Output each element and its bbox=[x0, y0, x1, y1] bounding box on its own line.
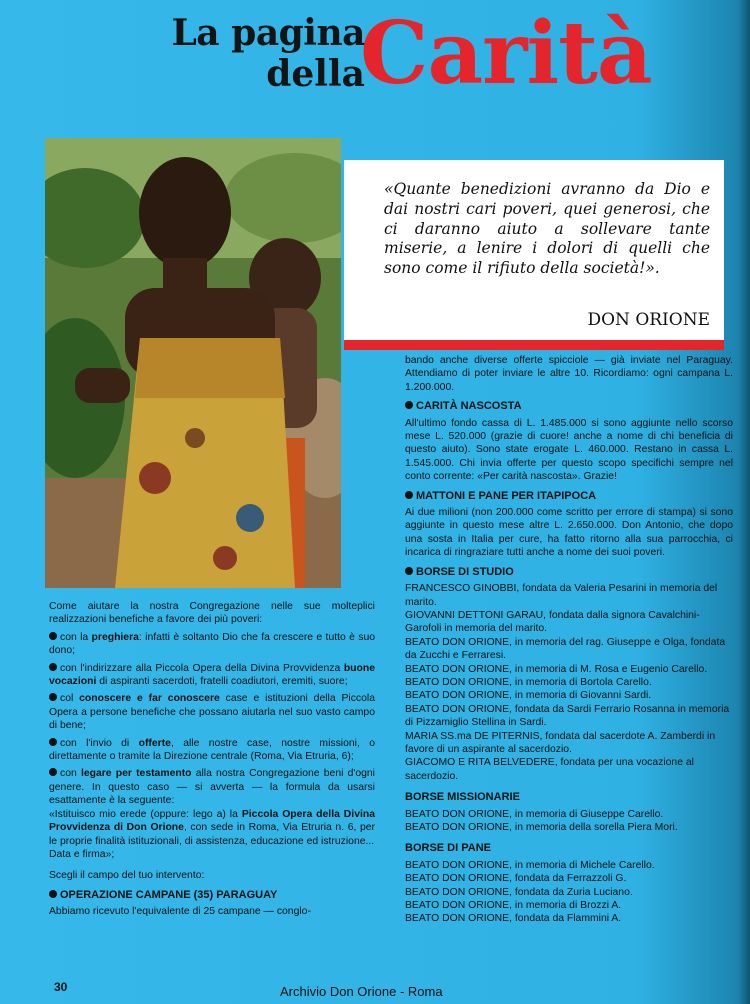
list-item: BEATO DON ORIONE, in memoria di Bortola Carello. bbox=[405, 676, 652, 688]
bullet-icon bbox=[405, 401, 413, 409]
pane-heading: BORSE DI PANE bbox=[405, 842, 491, 855]
campane-continued: bando anche diverse offerte spicciole — già inviate nel Paraguay. Attendiamo di poter inviare le altre 10. Ricordiamo: ogni campana L. 1.200.000. bbox=[405, 355, 733, 393]
formula-pre: «Istituisco mio erede (oppure: lego a) la bbox=[49, 808, 242, 820]
bullet-icon bbox=[49, 663, 57, 671]
borse-heading bbox=[405, 566, 733, 579]
list-item bbox=[49, 767, 375, 807]
b5-pre: con bbox=[60, 768, 81, 780]
b2-strong: buone vocazioni bbox=[49, 662, 375, 688]
right-column bbox=[405, 354, 733, 926]
list-item: BEATO DON ORIONE, fondata da Sardi Ferrario Rosanna in memoria di Pizzamiglio Stellina in Sardi. bbox=[405, 703, 730, 729]
carita-text: All'ultimo fondo cassa di L. 1.485.000 si sono aggiunte nello scorso mese L. 520.000 (grazie di cuore! anche a nome di chi beneficia di questo aiuto). Sono state erogate L. 460.000. Restano in cassa L. 1.545.000. Chi invia offerte per questo scopo specifichi sempre nel conto corrente: «Per carità nascosta». Grazie! bbox=[405, 417, 733, 483]
bullet-icon bbox=[49, 632, 57, 640]
quote-author: DON ORIONE bbox=[587, 310, 710, 330]
b3-pre: col bbox=[60, 693, 80, 705]
list-item: BEATO DON ORIONE, in memoria di M. Rosa e Eugenio Carello. bbox=[405, 663, 708, 675]
title-big: Carità bbox=[360, 3, 652, 104]
b2-pre: con l'indirizzare alla Piccola Opera della Divina Provvidenza bbox=[60, 662, 344, 674]
red-divider bbox=[344, 340, 724, 350]
testament-formula bbox=[49, 808, 375, 848]
list-item: BEATO DON ORIONE, in memoria di Michele Carello. bbox=[405, 859, 655, 871]
title-line-1: La pagina bbox=[171, 12, 365, 54]
campane-heading-text: OPERAZIONE CAMPANE (35) PARAGUAY bbox=[60, 888, 278, 901]
left-column bbox=[49, 600, 375, 923]
b1-pre: con la bbox=[60, 631, 92, 643]
page-number: 30 bbox=[54, 980, 68, 994]
missionarie-heading: BORSE MISSIONARIE bbox=[405, 791, 520, 804]
mattoni-heading-text: MATTONI E PANE PER ITAPIPOCA bbox=[416, 489, 597, 502]
list-item: BEATO DON ORIONE, fondata da Zuria Luciano. bbox=[405, 886, 633, 898]
carita-heading-text: CARITÀ NASCOSTA bbox=[416, 400, 522, 413]
choose-text: Scegli il campo del tuo intervento: bbox=[49, 870, 205, 882]
formula-strong: Piccola Opera della Divina Provvidenza di Don Orione bbox=[49, 808, 375, 834]
b5-post: alla nostra Congregazione beni d'ogni genere. In questo caso — si avverta — la formula da usarsi esattamente è la seguente: bbox=[49, 768, 375, 807]
list-item: BEATO DON ORIONE, fondata da Ferrazzoli G. bbox=[405, 873, 627, 885]
quote-text: «Quante benedizioni avranno da Dio e dai nostri cari poveri, quei generosi, che ci daranno aiuto a sollevare tante miserie, a lenire i dolori di quelli che sono come il rifiuto della società!». bbox=[384, 180, 710, 278]
intro-text: Come aiutare la nostra Congregazione nelle sue molteplici realizzazioni benefiche a favore dei più poveri: bbox=[49, 601, 375, 626]
b3-post: case e istituzioni della Piccola Opera a persone benefiche che possano aiutarla nel suo vasto campo di bene; bbox=[49, 693, 375, 732]
formula-post: , con sede in Roma, Via Etruria n. 6, per le proprie finalità istituzionali, di assistenza, educazione ed istruzione... bbox=[49, 822, 375, 847]
b4-post: , alle nostre case, nostre missioni, o direttamente o tramite la Direzione centrale (Roma, Via Etruria, 6); bbox=[49, 737, 375, 763]
borse-heading-text: BORSE DI STUDIO bbox=[416, 565, 514, 578]
campane-heading bbox=[49, 889, 375, 902]
b4-strong: offerte bbox=[138, 737, 171, 749]
b2-post: di aspiranti sacerdoti, fratelli coadiutori, eremiti, suore; bbox=[96, 676, 348, 688]
children-photo-illustration bbox=[45, 138, 341, 588]
b4-pre: con l'invio di bbox=[60, 737, 139, 749]
mattoni-text: Ai due milioni (non 200.000 come scritto per errore di stampa) si sono aggiunte in questo mese altre L. 2.650.000. Don Antonio, che dopo una sosta in Italia per cure, ha fatto ritorno alla sua parrocchia, ci incarica di ringraziare tutti anche a nome dei suoi poveri. bbox=[405, 507, 733, 559]
bullet-icon bbox=[49, 693, 57, 701]
pane-list bbox=[405, 859, 733, 926]
bullet-icon bbox=[49, 768, 57, 776]
list-item: BEATO DON ORIONE, in memoria della sorella Piera Mori. bbox=[405, 822, 678, 833]
list-item: GIOVANNI DETTONI GARAU, fondata dalla signora Cavalchini-Garofoli in memoria del marito. bbox=[405, 609, 700, 635]
list-item: BEATO DON ORIONE, in memoria di Giovanni Sardi. bbox=[405, 690, 652, 702]
list-item bbox=[49, 631, 375, 658]
bullet-icon bbox=[49, 738, 57, 746]
list-item bbox=[49, 692, 375, 732]
archive-caption: Archivio Don Orione - Roma bbox=[280, 984, 443, 999]
list-item bbox=[49, 737, 375, 764]
list-item: BEATO DON ORIONE, in memoria del rag. Giuseppe e Olga, fondata da Zucchi e Ferraresi. bbox=[405, 636, 726, 662]
mattoni-heading bbox=[405, 490, 733, 503]
title-line-2: della bbox=[266, 53, 365, 95]
page-edge-shadow bbox=[738, 0, 750, 1004]
list-item: BEATO DON ORIONE, in memoria di Giuseppe Carello. bbox=[405, 808, 664, 820]
bullet-icon bbox=[405, 567, 413, 575]
carita-heading bbox=[405, 400, 733, 413]
list-item: BEATO DON ORIONE, fondata da Flammini A. bbox=[405, 913, 622, 925]
list-item: GIACOMO E RITA BELVEDERE, fondata per una vocazione al sacerdozio. bbox=[405, 757, 694, 782]
list-item: MARIA SS.ma DE PITERNIS, fondata dal sacerdote A. Zamberdi in favore di un aspirante al sacerdozio. bbox=[405, 730, 716, 755]
b3-strong: conoscere e far conoscere bbox=[79, 693, 220, 705]
campane-text: Abbiamo ricevuto l'equivalente di 25 campane — conglo- bbox=[49, 906, 311, 918]
children-photo bbox=[45, 138, 341, 588]
list-item: BEATO DON ORIONE, in memoria di Brozzi A. bbox=[405, 900, 622, 912]
list-item bbox=[49, 662, 375, 689]
missionarie-list bbox=[405, 808, 733, 835]
b1-strong: preghiera bbox=[91, 631, 139, 643]
b5-strong: legare per testamento bbox=[80, 768, 192, 780]
formula-sign: Data e firma»; bbox=[49, 848, 115, 860]
list-item: FRANCESCO GINOBBI, fondata da Valeria Pesarini in memoria del marito. bbox=[405, 583, 718, 608]
bullet-icon bbox=[405, 491, 413, 499]
b1-post: : infatti è soltanto Dio che fa crescere e tutto è suo dono; bbox=[49, 631, 375, 657]
bullet-icon bbox=[49, 890, 57, 898]
borse-list bbox=[405, 582, 733, 783]
